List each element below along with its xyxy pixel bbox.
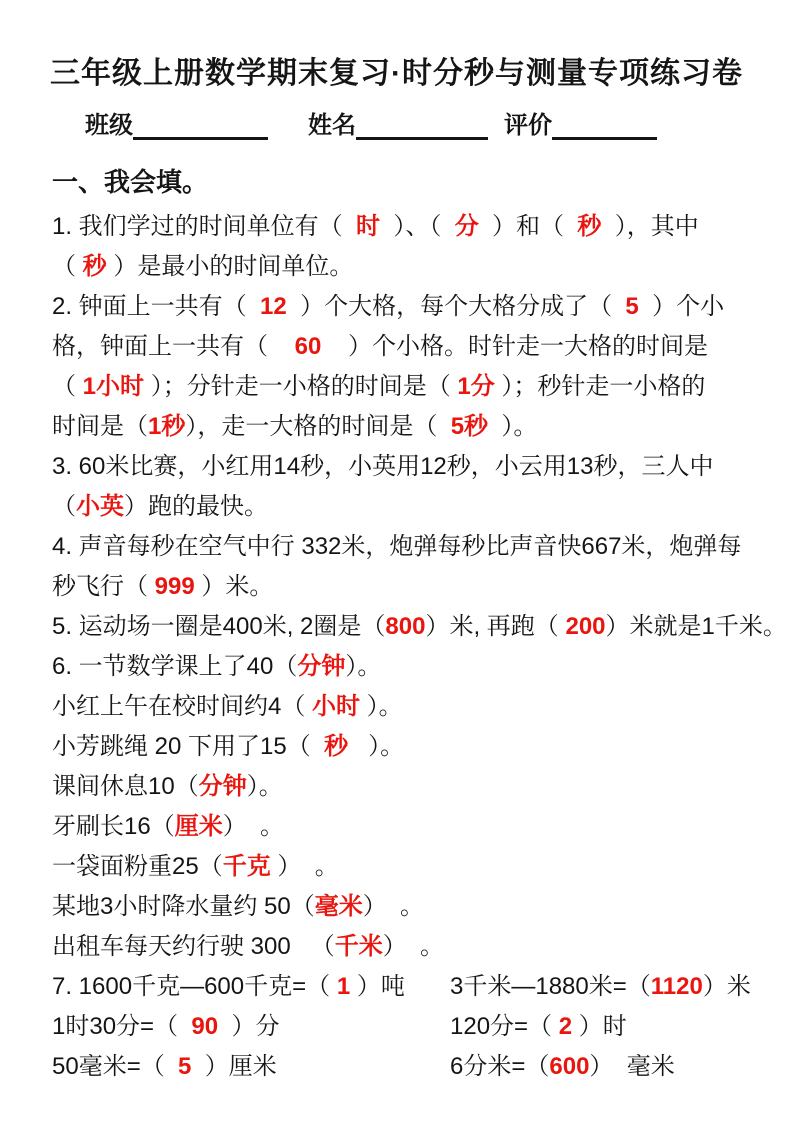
question-line — [52, 447, 775, 487]
answer-text: 分钟 — [198, 773, 247, 800]
question-text: ）米就是1千米。 — [605, 613, 787, 640]
answer-text: 60 — [294, 333, 322, 360]
question-text: 120分=（ — [450, 1013, 559, 1040]
question-line — [52, 207, 775, 247]
answer-text: 2 — [558, 1013, 573, 1040]
name-blank-line — [356, 114, 488, 140]
question-text: ）。 — [360, 693, 403, 720]
question-text: ）。 — [488, 413, 538, 440]
question-text: ）米。 — [194, 573, 274, 600]
question-line — [52, 567, 775, 607]
page-title: 三年级上册数学期末复习·时分秒与测量专项练习卷 — [50, 57, 743, 90]
question-text: ）是最小的时间单位。 — [106, 253, 354, 280]
question-line — [52, 287, 775, 327]
question-text: ）。 — [246, 773, 283, 800]
answer-text: 5 — [625, 293, 639, 320]
question-line — [52, 527, 775, 567]
question-text: 课间休息10（ — [52, 773, 199, 800]
question-text: ） 。 — [362, 893, 425, 920]
question-text: ）个大格，每个大格分成了（ — [286, 293, 626, 320]
question-text: ）厘米 — [191, 1053, 277, 1080]
answer-text: 时 — [356, 213, 381, 240]
question-text: 4. 声音每秒在空气中行 332米，炮弹每秒比声音快667米，炮弹每 — [52, 533, 742, 560]
name-field — [308, 114, 504, 140]
question-text: 2. 钟面上一共有（ — [52, 293, 261, 320]
question-text: ）米 — [702, 973, 751, 1000]
question-text: 3千米—1880米=（ — [450, 973, 651, 1000]
answer-text: 1分 — [457, 373, 495, 400]
question-line — [52, 367, 775, 407]
answer-text: 分 — [454, 213, 479, 240]
answer-text: 200 — [565, 613, 606, 640]
conversion-item — [450, 1047, 675, 1087]
question-line — [52, 647, 775, 687]
question-text: 某地3小时降水量约 50（ — [52, 893, 315, 920]
answer-text: 千克 — [222, 853, 271, 880]
fill-in-questions — [52, 207, 787, 967]
question-text: ）个小格。时针走一大格的时间是 — [321, 333, 709, 360]
question-text: ） 。 — [270, 853, 339, 880]
question-text: 50毫米=（ — [52, 1053, 179, 1080]
question-text: ），走一大格的时间是（ — [185, 413, 451, 440]
question-line — [52, 327, 775, 367]
conversion-item — [52, 1047, 450, 1087]
question-text: （ — [52, 253, 83, 280]
answer-text: 800 — [385, 613, 426, 640]
question-text: ）米, 再跑（ — [425, 613, 566, 640]
answer-text: 秒 — [82, 253, 107, 280]
question-text: ）跑的最快。 — [124, 493, 268, 520]
question-text: ）个小 — [638, 293, 725, 320]
section-1-heading: 一、我会填。 — [52, 167, 209, 197]
question-text: 7. 1600千克—600千克=（ — [52, 973, 337, 1000]
answer-text: 秒 — [577, 213, 602, 240]
question-text: 5. 运动场一圈是400米, 2圈是（ — [52, 613, 386, 640]
question-text: 格，钟面上一共有（ — [52, 333, 295, 360]
question-text: 3. 60米比赛，小红用14秒，小英用12秒，小云用13秒，三人中 — [52, 453, 714, 480]
question-line — [52, 927, 775, 967]
question-line — [52, 607, 787, 647]
question-text: 1. 我们学过的时间单位有（ — [52, 213, 357, 240]
question-line — [52, 247, 775, 287]
conversion-row — [52, 967, 775, 1007]
conversion-item — [450, 967, 751, 1007]
student-info-row — [85, 108, 793, 140]
question-text: （ — [52, 493, 76, 520]
question-text: ）、（ — [380, 213, 455, 240]
question-text: ）；秒针走一小格的 — [494, 373, 706, 400]
conversion-row — [52, 1007, 775, 1047]
question-text: ），其中 — [601, 213, 699, 240]
question-line — [52, 407, 775, 447]
unit-conversion-questions — [52, 967, 775, 1087]
question-line — [52, 767, 775, 807]
question-line — [52, 687, 775, 727]
question-line — [52, 887, 775, 927]
answer-text: 厘米 — [174, 813, 223, 840]
question-text: 一袋面粉重25（ — [52, 853, 223, 880]
answer-text: 5秒 — [450, 413, 489, 440]
name-label: 姓名 — [308, 112, 356, 139]
question-line — [52, 487, 775, 527]
question-text: （ — [52, 373, 83, 400]
conversion-item — [52, 967, 450, 1007]
conversion-item — [450, 1007, 627, 1047]
question-text: 1时30分=（ — [52, 1013, 192, 1040]
question-text: ）。 — [348, 733, 405, 760]
answer-text: 600 — [549, 1053, 590, 1080]
question-text: 出租车每天约行驶 300 （ — [52, 933, 335, 960]
question-text: 牙刷长16（ — [52, 813, 175, 840]
answer-text: 12 — [260, 293, 287, 320]
class-field — [85, 114, 308, 140]
conversion-item — [52, 1007, 450, 1047]
grade-blank-line — [552, 114, 657, 140]
answer-text: 5 — [178, 1053, 192, 1080]
answer-text: 小时 — [312, 693, 361, 720]
question-line — [52, 807, 775, 847]
question-text: ）时 — [572, 1013, 627, 1040]
answer-text: 90 — [191, 1013, 219, 1040]
class-label: 班级 — [85, 112, 133, 139]
question-line — [52, 727, 775, 767]
question-text: 秒飞行（ — [52, 573, 155, 600]
question-text: ）吨 — [350, 973, 405, 1000]
answer-text: 1小时 — [82, 373, 145, 400]
answer-text: 1秒 — [148, 413, 186, 440]
question-text: ）。 — [345, 653, 382, 680]
answer-text: 千米 — [334, 933, 383, 960]
answer-text: 小英 — [76, 493, 124, 520]
question-text: ） 。 — [382, 933, 445, 960]
question-text: 6分米=（ — [450, 1053, 550, 1080]
question-text: ） 。 — [222, 813, 285, 840]
question-text: ）分 — [218, 1013, 280, 1040]
question-text: 小红上午在校时间约4（ — [52, 693, 313, 720]
answer-text: 分钟 — [297, 653, 346, 680]
answer-text: 999 — [154, 573, 195, 600]
question-text: ）和（ — [478, 213, 578, 240]
grade-field — [504, 114, 657, 140]
question-text: 6. 一节数学课上了40（ — [52, 653, 298, 680]
question-text: 小芳跳绳 20 下用了15（ — [52, 733, 325, 760]
question-text: 时间是（ — [52, 413, 148, 440]
answer-text: 1120 — [650, 973, 703, 1000]
class-blank-line — [133, 114, 268, 140]
answer-text: 1 — [336, 973, 351, 1000]
question-line — [52, 847, 775, 887]
question-text: ） 毫米 — [589, 1053, 675, 1080]
grade-label: 评价 — [504, 112, 552, 139]
question-text: ）；分针走一小格的时间是（ — [144, 373, 458, 400]
answer-text: 秒 — [324, 733, 349, 760]
answer-text: 毫米 — [314, 893, 363, 920]
conversion-row — [52, 1047, 775, 1087]
